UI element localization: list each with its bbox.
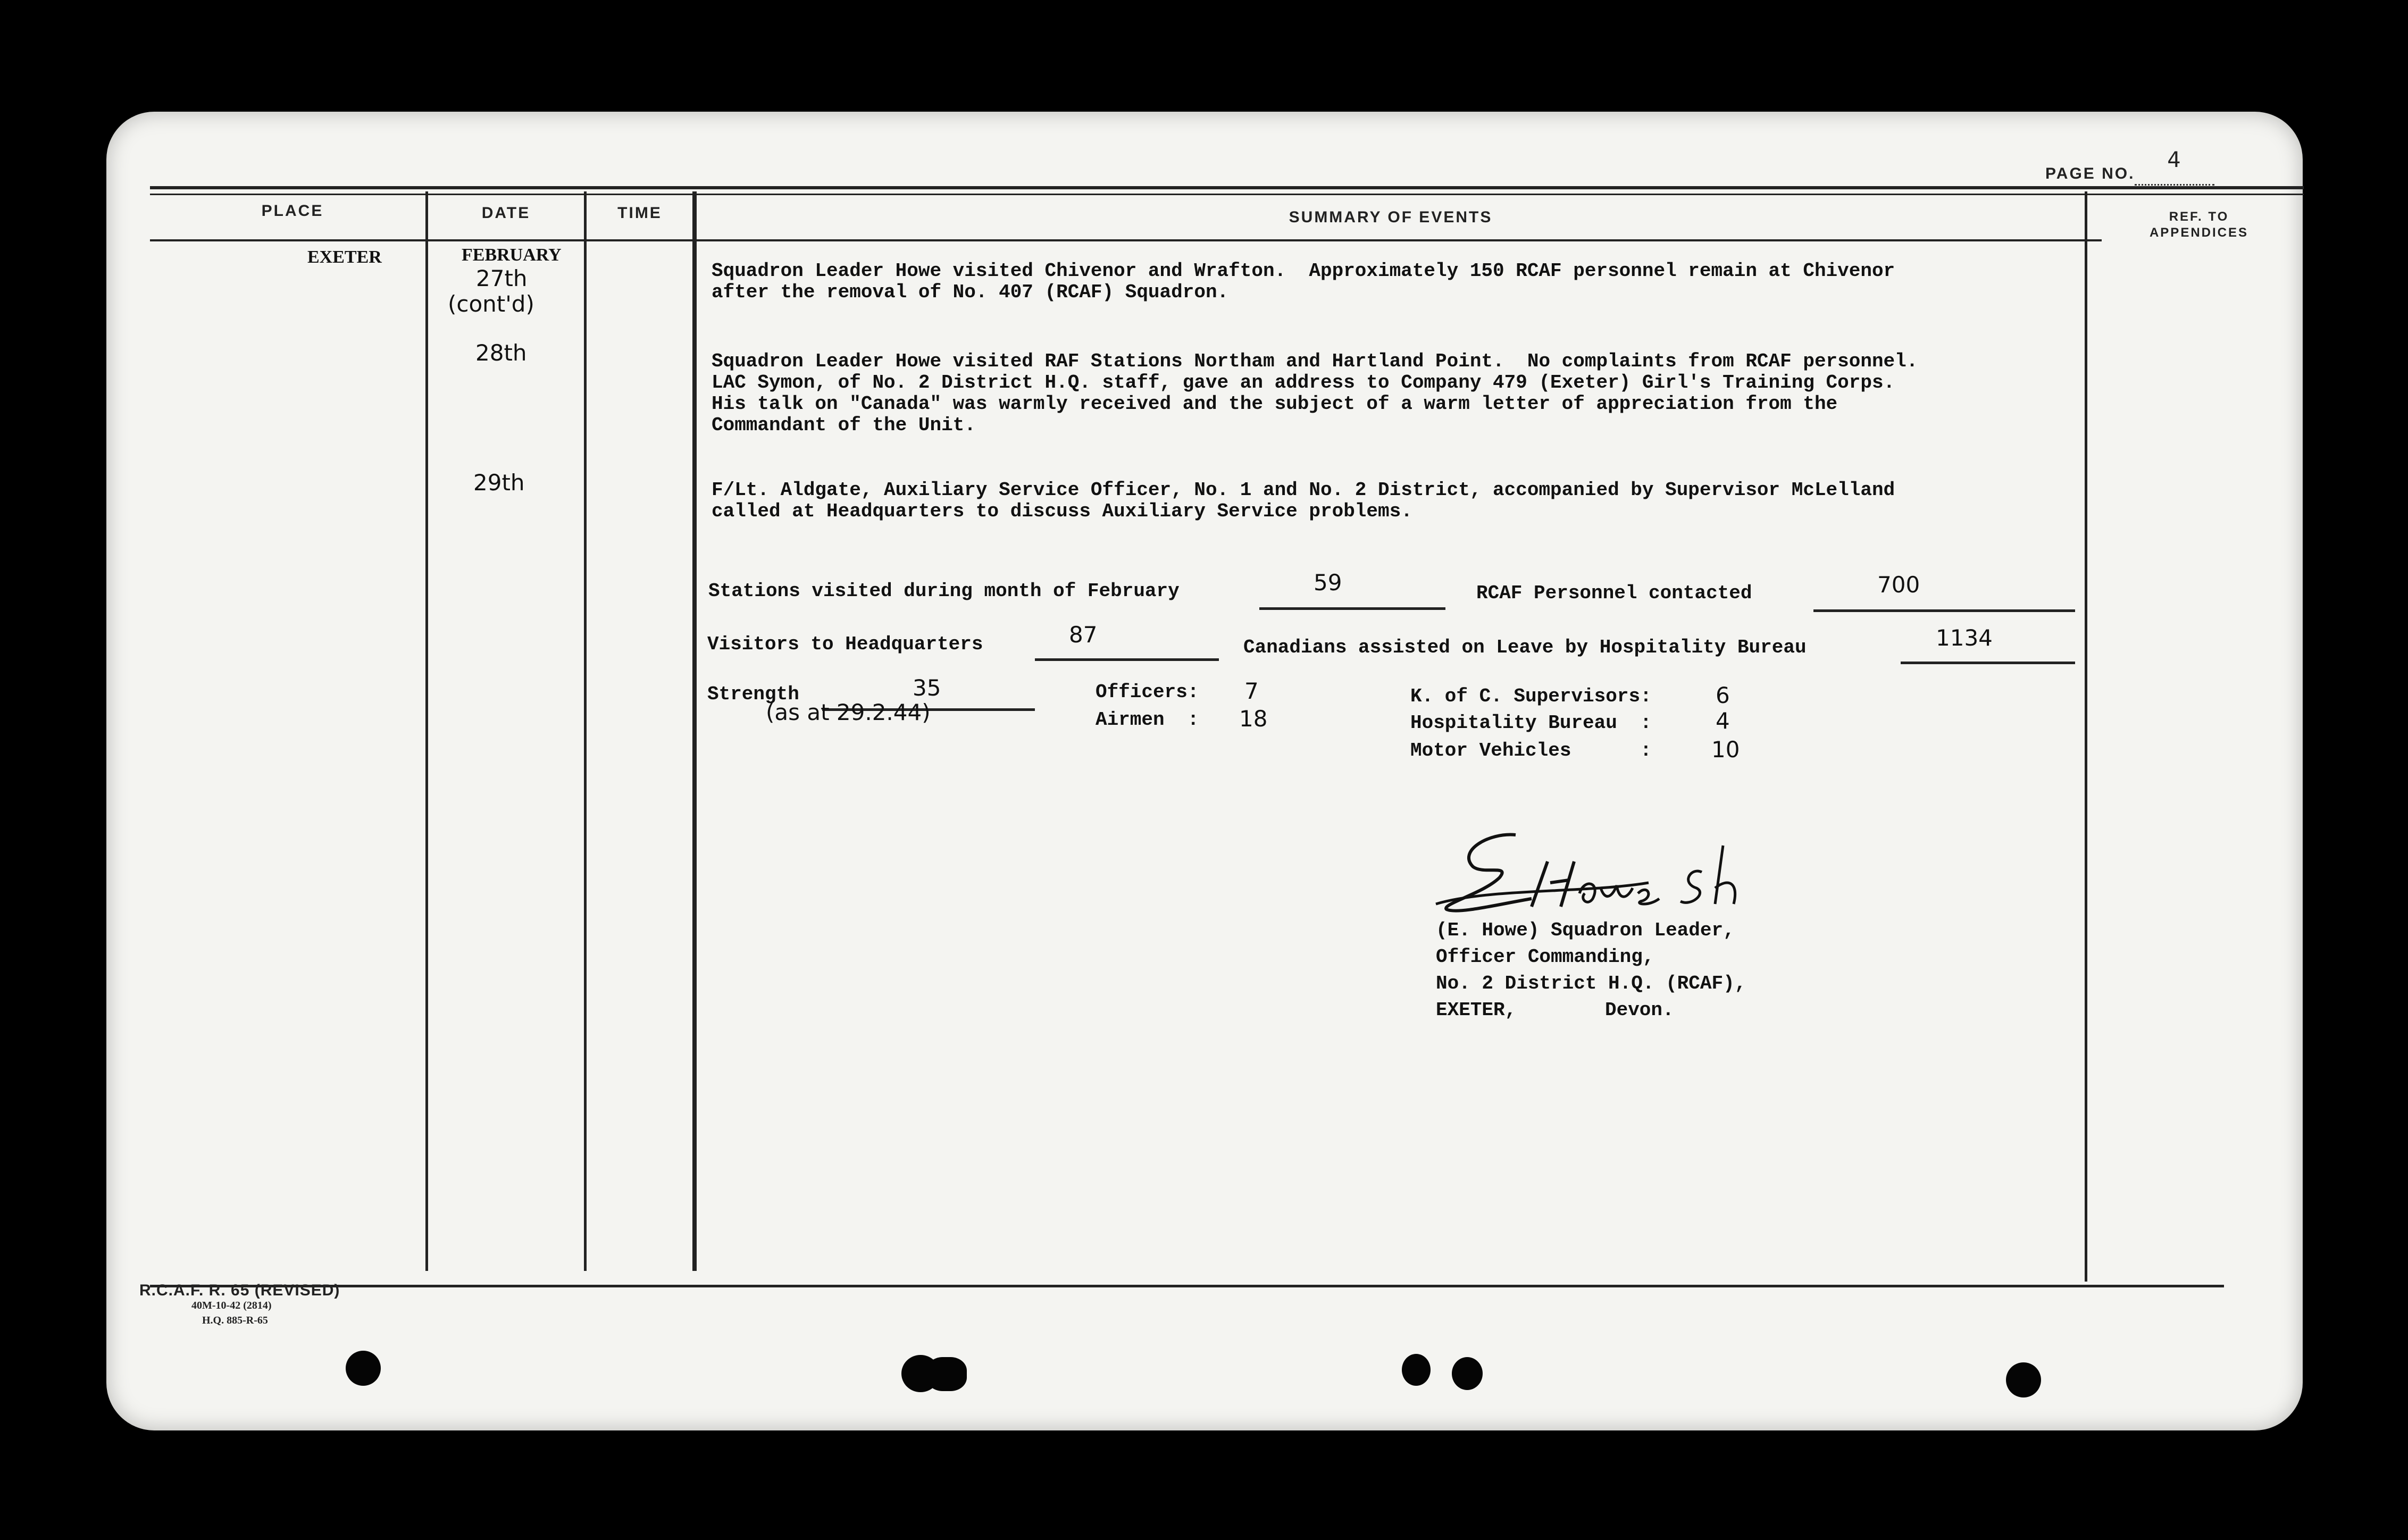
entry-29th-line1: F/Lt. Aldgate, Auxiliary Service Officer, No. 1 and No. 2 District, accompanied by Supervisor McLelland <box>712 479 1895 501</box>
rcaf-contacted-label: RCAF Personnel contacted <box>1476 582 1752 604</box>
visitors-underline <box>1035 658 1219 661</box>
motor-vehicles-label: Motor Vehicles : <box>1410 740 1652 761</box>
column-divider-date <box>584 191 587 1271</box>
page-number-value: 4 <box>2167 148 2183 172</box>
header-bottom-rule <box>150 239 2102 241</box>
column-divider-summary <box>2085 191 2087 1282</box>
officers-value: 7 <box>1244 678 1259 704</box>
entry-29th-line2: called at Headquarters to discuss Auxiliary Service problems. <box>712 500 1412 522</box>
print-code: 40M-10-42 (2814) <box>191 1300 272 1311</box>
signature-city: EXETER, <box>1436 999 1517 1021</box>
hospitality-bureau-value: 4 <box>1716 708 1730 734</box>
koc-supervisors-label: K. of C. Supervisors: <box>1410 685 1652 707</box>
header-top-rule <box>150 186 2304 189</box>
entry-27th-line2: after the removal of No. 407 (RCAF) Squadron. <box>712 281 1229 303</box>
entry-28th-line1: Squadron Leader Howe visited RAF Stations Northam and Hartland Point. No complaints from RCAF personnel. <box>712 350 1918 372</box>
visitors-label: Visitors to Headquarters <box>707 633 983 655</box>
signature-county: Devon. <box>1605 999 1674 1021</box>
header-ref-to: REF. TO <box>2169 210 2229 224</box>
page-number-label: PAGE NO. <box>2045 165 2135 182</box>
rcaf-contacted-underline <box>1813 609 2075 612</box>
strength-value: 35 <box>913 675 941 701</box>
entry-27th-line1: Squadron Leader Howe visited Chivenor and Wrafton. Approximately 150 RCAF personnel remain at Chivenor <box>712 260 1895 282</box>
handwritten-signature <box>1425 814 1808 931</box>
canadians-assisted-underline <box>1901 662 2075 664</box>
signature-name-rank: (E. Howe) Squadron Leader, <box>1436 919 1735 941</box>
date-cont-note: (cont'd) <box>448 291 534 317</box>
punch-hole-3 <box>926 1357 967 1391</box>
stations-visited-value: 59 <box>1314 570 1342 596</box>
strength-date-note: (as at 29.2.44) <box>766 699 931 725</box>
visitors-value: 87 <box>1069 622 1098 648</box>
header-summary: SUMMARY OF EVENTS <box>1289 208 1493 226</box>
date-27th: 27th <box>476 265 528 291</box>
entry-28th-line2: LAC Symon, of No. 2 District H.Q. staff, gave an address to Company 479 (Exeter) Girl's Training Corps. <box>712 372 1895 394</box>
punch-hole-6 <box>2006 1362 2041 1397</box>
header-top-rule-2 <box>150 194 2304 195</box>
rcaf-contacted-value: 700 <box>1877 572 1920 598</box>
punch-hole-5 <box>1452 1357 1483 1390</box>
date-29th: 29th <box>473 470 525 496</box>
airmen-value: 18 <box>1239 706 1268 732</box>
punch-hole-4 <box>1402 1354 1431 1386</box>
header-time: TIME <box>617 204 662 222</box>
motor-vehicles-value: 10 <box>1711 736 1740 763</box>
punch-hole-1 <box>346 1351 381 1386</box>
canadians-assisted-value: 1134 <box>1936 625 1993 651</box>
airmen-label: Airmen : <box>1096 709 1199 731</box>
diary-form-card <box>106 112 2303 1430</box>
header-place: PLACE <box>261 202 324 220</box>
date-28th: 28th <box>475 340 527 366</box>
officers-label: Officers: <box>1096 681 1199 703</box>
form-number: R.C.A.F. R. 65 (REVISED) <box>139 1282 340 1299</box>
page-number <box>2045 148 2214 186</box>
header-date: DATE <box>481 204 531 222</box>
column-divider-place <box>425 191 428 1271</box>
date-month: FEBRUARY <box>462 245 562 265</box>
stations-visited-label: Stations visited during month of February <box>708 580 1180 602</box>
signature-unit: No. 2 District H.Q. (RCAF), <box>1436 973 1746 994</box>
canadians-assisted-label: Canadians assisted on Leave by Hospitality Bureau <box>1243 637 1807 658</box>
strength-label: Strength <box>707 683 799 705</box>
hospitality-bureau-label: Hospitality Bureau : <box>1410 712 1652 734</box>
column-divider-time <box>692 191 697 1271</box>
koc-supervisors-value: 6 <box>1716 682 1730 708</box>
place-exeter: EXETER <box>307 247 382 267</box>
header-ref-appendices: APPENDICES <box>2149 225 2249 240</box>
hq-code: H.Q. 885-R-65 <box>202 1315 268 1326</box>
stations-visited-underline <box>1259 607 1445 610</box>
form-bottom-rule <box>150 1285 2224 1287</box>
entry-28th-line4: Commandant of the Unit. <box>712 414 976 436</box>
signature-title: Officer Commanding, <box>1436 946 1654 968</box>
entry-28th-line3: His talk on "Canada" was warmly received and the subject of a warm letter of appreciation from the <box>712 393 1838 415</box>
